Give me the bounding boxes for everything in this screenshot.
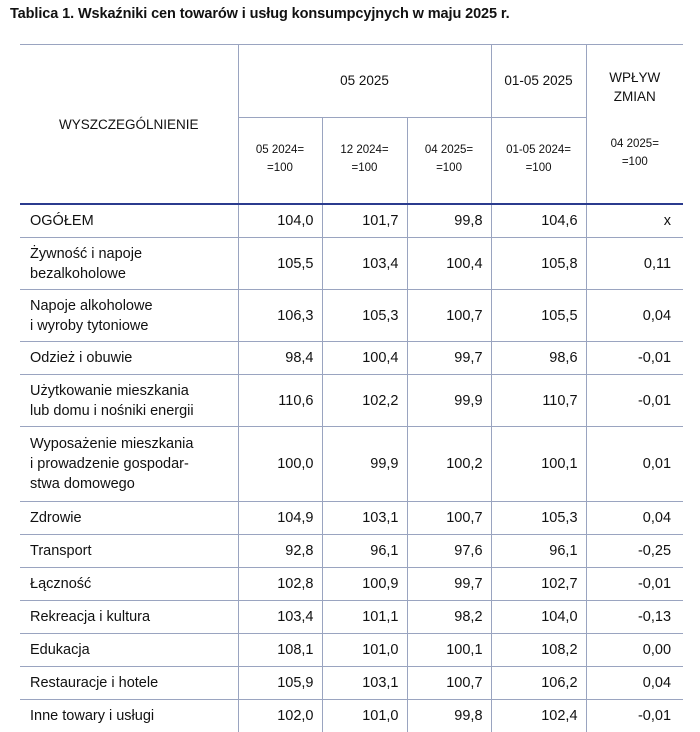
- table-cell: 101,1: [322, 601, 407, 634]
- table-cell: 110,6: [238, 375, 322, 427]
- table-cell: -0,01: [586, 568, 683, 601]
- table-cell: 101,0: [322, 700, 407, 732]
- column-subheader: [491, 117, 586, 204]
- table-cell: 106,2: [491, 667, 586, 700]
- table-cell: 105,5: [491, 290, 586, 342]
- row-label-line: Łączność: [30, 574, 234, 594]
- table-cell: 0,04: [586, 667, 683, 700]
- subheader-line: 01-05 2024=: [492, 142, 586, 160]
- column-subheader: [238, 117, 322, 204]
- table-cell: 99,8: [407, 700, 491, 732]
- table-cell: 102,0: [238, 700, 322, 732]
- table-cell: 103,1: [322, 502, 407, 535]
- row-label-line: Zdrowie: [30, 508, 234, 528]
- table-cell: 100,7: [407, 667, 491, 700]
- table-cell: 98,6: [491, 342, 586, 375]
- table-body: [20, 204, 683, 732]
- row-label-line: bezalkoholowe: [30, 264, 234, 284]
- row-label-line: Edukacja: [30, 640, 234, 660]
- row-label-line: stwa domowego: [30, 474, 234, 494]
- wplyw-label: WPŁYW ZMIAN: [600, 69, 670, 107]
- table-cell: 99,7: [407, 568, 491, 601]
- column-subheader: [322, 117, 407, 204]
- table-cell: 99,8: [407, 204, 491, 238]
- table-cell: 100,4: [322, 342, 407, 375]
- table-cell: 96,1: [491, 535, 586, 568]
- column-subheader: [586, 117, 683, 204]
- subheader-line: =100: [587, 154, 684, 172]
- table-cell: 98,2: [407, 601, 491, 634]
- table-cell: 105,3: [491, 502, 586, 535]
- table-cell: 105,8: [491, 238, 586, 290]
- column-group-header-05-2025: 05 2025: [238, 45, 491, 118]
- table-row: [20, 427, 683, 502]
- table-cell: 99,9: [322, 427, 407, 502]
- table-cell: 0,04: [586, 502, 683, 535]
- table-cell: 100,2: [407, 427, 491, 502]
- table-row: [20, 601, 683, 634]
- table-cell: 110,7: [491, 375, 586, 427]
- table-cell: 101,7: [322, 204, 407, 238]
- table-cell: -0,25: [586, 535, 683, 568]
- table-cell: 100,9: [322, 568, 407, 601]
- table-cell: 104,6: [491, 204, 586, 238]
- table-cell: 104,0: [491, 601, 586, 634]
- row-label-line: Żywność i napoje: [30, 244, 234, 264]
- table-cell: 92,8: [238, 535, 322, 568]
- table-cell: 102,4: [491, 700, 586, 732]
- table-row: [20, 667, 683, 700]
- column-header-spec: WYSZCZEGÓLNIENIE: [20, 45, 238, 205]
- table-row: [20, 502, 683, 535]
- row-label-line: i wyroby tytoniowe: [30, 316, 234, 336]
- table-cell: 100,7: [407, 502, 491, 535]
- row-label: [20, 700, 238, 732]
- table-cell: 101,0: [322, 634, 407, 667]
- table-cell: 102,2: [322, 375, 407, 427]
- table-cell: 100,4: [407, 238, 491, 290]
- table-cell: 0,00: [586, 634, 683, 667]
- table-cell: 100,1: [491, 427, 586, 502]
- row-label-line: Restauracje i hotele: [30, 673, 234, 693]
- table-cell: x: [586, 204, 683, 238]
- table-row: [20, 568, 683, 601]
- table-cell: -0,01: [586, 375, 683, 427]
- row-label: [20, 502, 238, 535]
- table-cell: -0,01: [586, 700, 683, 732]
- subheader-line: 04 2025=: [408, 142, 491, 160]
- row-label: [20, 667, 238, 700]
- table-cell: 97,6: [407, 535, 491, 568]
- column-header-wplyw-zmian: [586, 45, 683, 118]
- table-cell: 96,1: [322, 535, 407, 568]
- table-row: [20, 634, 683, 667]
- row-label: [20, 238, 238, 290]
- table-cell: -0,01: [586, 342, 683, 375]
- table-cell: 108,2: [491, 634, 586, 667]
- row-label-line: i prowadzenie gospodar-: [30, 454, 234, 474]
- table-cell: 0,11: [586, 238, 683, 290]
- row-label: [20, 342, 238, 375]
- price-index-table: [20, 44, 683, 732]
- row-label: [20, 568, 238, 601]
- table-cell: 103,4: [322, 238, 407, 290]
- table-cell: 99,7: [407, 342, 491, 375]
- table-cell: 100,0: [238, 427, 322, 502]
- row-label-line: lub domu i nośniki energii: [30, 401, 234, 421]
- row-label: [20, 634, 238, 667]
- table-cell: 104,9: [238, 502, 322, 535]
- subheader-line: 05 2024=: [239, 142, 322, 160]
- subheader-line: =100: [239, 160, 322, 178]
- column-group-header-01-05-2025: 01-05 2025: [491, 45, 586, 118]
- table-cell: 99,9: [407, 375, 491, 427]
- subheader-line: =100: [408, 160, 491, 178]
- table-cell: 102,7: [491, 568, 586, 601]
- table-cell: 98,4: [238, 342, 322, 375]
- table-cell: 105,5: [238, 238, 322, 290]
- row-label: [20, 427, 238, 502]
- table-row: [20, 700, 683, 732]
- table-cell: 103,4: [238, 601, 322, 634]
- row-label-line: Inne towary i usługi: [30, 706, 234, 726]
- row-label: [20, 290, 238, 342]
- table-cell: 100,1: [407, 634, 491, 667]
- row-label-line: Użytkowanie mieszkania: [30, 381, 234, 401]
- table-cell: 103,1: [322, 667, 407, 700]
- row-label: [20, 535, 238, 568]
- table-cell: 102,8: [238, 568, 322, 601]
- table-header: [20, 45, 683, 205]
- row-label-line: Napoje alkoholowe: [30, 296, 234, 316]
- table-cell: 105,3: [322, 290, 407, 342]
- row-label: [20, 375, 238, 427]
- subheader-line: 04 2025=: [587, 136, 684, 154]
- table-row: [20, 238, 683, 290]
- table-row: [20, 290, 683, 342]
- table-cell: 106,3: [238, 290, 322, 342]
- row-label-line: Odzież i obuwie: [30, 348, 234, 368]
- table-row: [20, 204, 683, 238]
- row-label-line: Transport: [30, 541, 234, 561]
- table-cell: 105,9: [238, 667, 322, 700]
- row-label: [20, 204, 238, 238]
- table-title: Tablica 1. Wskaźniki cen towarów i usług konsumpcyjnych w maju 2025 r.: [10, 6, 510, 22]
- table-row: [20, 375, 683, 427]
- table-cell: 108,1: [238, 634, 322, 667]
- row-label: [20, 601, 238, 634]
- table-cell: 104,0: [238, 204, 322, 238]
- table-cell: -0,13: [586, 601, 683, 634]
- table-cell: 100,7: [407, 290, 491, 342]
- subheader-line: =100: [492, 160, 586, 178]
- subheader-line: =100: [323, 160, 407, 178]
- table-cell: 0,04: [586, 290, 683, 342]
- row-label-line: Wyposażenie mieszkania: [30, 434, 234, 454]
- row-label-line: Rekreacja i kultura: [30, 607, 234, 627]
- row-label-line: OGÓŁEM: [30, 211, 234, 231]
- column-subheader: [407, 117, 491, 204]
- table-row: [20, 535, 683, 568]
- table-row: [20, 342, 683, 375]
- subheader-line: 12 2024=: [323, 142, 407, 160]
- table-cell: 0,01: [586, 427, 683, 502]
